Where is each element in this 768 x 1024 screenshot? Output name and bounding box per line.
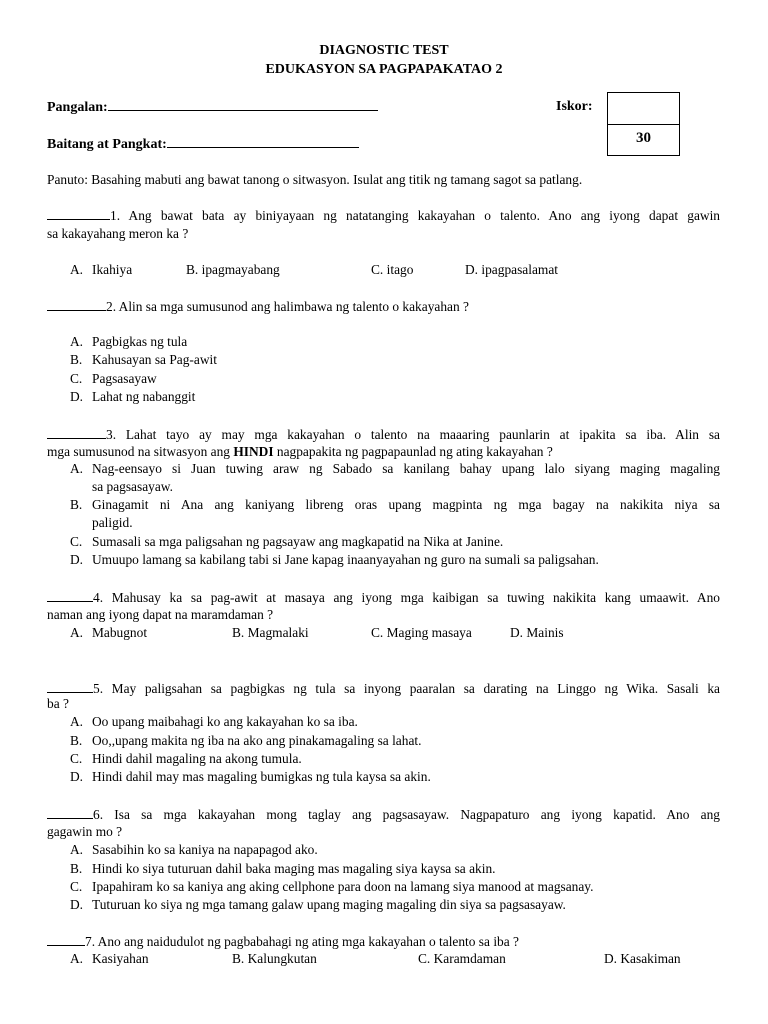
test-title: DIAGNOSTIC TEST [319,43,449,58]
q3-option-c: C. Sumasali sa mga paligsahan ng pagsayaw ang magkapatid na Nika at Janine. [70,534,504,549]
name-label: Pangalan: [47,100,108,115]
question-1-cont: sa kakayahang meron ka ? [47,226,189,241]
question-4-cont: naman ang iyong dapat na maramdaman ? [47,607,274,622]
q1-option-c: C. itago [371,262,414,277]
answer-blank-2[interactable] [47,298,106,311]
q6-option-b: B. Hindi ko siya tuturuan dahil baka maging mas magaling siya kaysa sa akin. [70,861,496,876]
q2-option-a: A. Pagbigkas ng tula [70,334,188,349]
q4-option-c: C. Maging masaya [371,625,472,640]
score-box [607,92,680,156]
question-6-cont: gagawin mo ? [47,824,123,839]
question-6: 6. Isa sa mga kakayahan mong taglay ang pagsasayaw. Nagpapaturo ang iyong kapatid. Ano ang [47,806,720,823]
q3-option-a: A. [70,461,84,476]
answer-blank-7[interactable] [47,933,85,946]
instructions: Panuto: Basahing mabuti ang bawat tanong o sitwasyon. Isulat ang titik ng tamang sagot sa patlang. [47,172,583,187]
q3-option-a-cont: sa pagsasayaw. [92,479,173,494]
q3-option-a-text: Nag-eensayo si Juan tuwing araw ng Sabado sa kanilang bahay upang lalo siyang maging magaling [92,461,720,476]
answer-blank-1[interactable] [47,207,110,220]
score-label: Iskor: [556,99,593,114]
q2-option-b: B. Kahusayan sa Pag-awit [70,352,217,367]
q3-option-b: B. [70,497,83,512]
answer-blank-6[interactable] [47,806,93,819]
q3-option-d: D. Umuupo lamang sa kabilang tabi si Jane kapag inaanyayahan ng guro na sumali sa paligsahan. [70,552,599,567]
q7-option-c: C. Karamdaman [418,951,506,966]
q2-option-d: D. Lahat ng nabanggit [70,389,196,404]
q7-option-a: A. Kasiyahan [70,951,149,966]
answer-blank-3[interactable] [47,426,106,439]
q5-option-b: B. Oo,,upang makita ng iba na ako ang pinakamagaling sa lahat. [70,733,422,748]
q5-option-c: C. Hindi dahil magaling na akong tumula. [70,751,302,766]
q4-option-b: B. Magmalaki [232,625,309,640]
hindi-emphasis: HINDI [233,444,274,459]
q3-option-b-cont: paligid. [92,515,133,530]
q6-option-c: C. Ipapahiram ko sa kaniya ang aking cellphone para doon na lamang siya manood at magsanay. [70,879,594,894]
q1-option-b: B. ipagmayabang [186,262,280,277]
name-field[interactable] [47,98,378,116]
q3-option-b-text: Ginagamit ni Ana ang kaniyang libreng oras upang magpinta ng mga bagay na nakikita niya sa [92,497,720,512]
answer-blank-4[interactable] [47,589,93,602]
q6-option-d: D. Tuturuan ko siya ng mga tamang galaw upang maging magaling din siya sa pagsasayaw. [70,897,566,912]
q7-option-d: D. Kasakiman [604,951,681,966]
score-total: 30 [636,130,651,146]
q7-option-b: B. Kalungkutan [232,951,317,966]
question-1: 1. Ang bawat bata ay biniyayaan ng natatanging kakayahan o talento. Ano ang iyong dapat gawin [47,207,720,224]
q2-option-c: C. Pagsasayaw [70,371,157,386]
subject-title: EDUKASYON SA PAGPAPAKATAO 2 [265,62,503,77]
q1-option-d: D. ipagpasalamat [465,262,558,277]
question-5-cont: ba ? [47,696,69,711]
question-4: 4. Mahusay ka sa pag-awit at masaya ang iyong mga kaibigan sa tuwing nakikita kang umaawit. Ano [47,589,720,606]
q5-option-a: A. Oo upang maibahagi ko ang kakayahan ko sa iba. [70,714,358,729]
question-3-cont: mga sumusunod na sitwasyon ang HINDI nagpapakita ng pagpapaunlad ng ating kakayahan ? [47,444,553,459]
q6-option-a: A. Sasabihin ko sa kaniya na napapagod ako. [70,842,318,857]
q4-option-a: A. Mabugnot [70,625,148,640]
question-2: 2. Alin sa mga sumusunod ang halimbawa ng talento o kakayahan ? [47,298,469,315]
q4-option-d: D. Mainis [510,625,564,640]
grade-section-label: Baitang at Pangkat: [47,137,167,152]
grade-section-blank[interactable] [167,135,359,148]
q1-option-a: A. Ikahiya [70,262,133,277]
question-5: 5. May paligsahan sa pagbigkas ng tula sa inyong paaralan sa darating na Linggo ng Wika. Sasali ka [47,680,720,697]
grade-section-field[interactable] [47,135,359,153]
q5-option-d: D. Hindi dahil may mas magaling bumigkas ng tula kaysa sa akin. [70,769,431,784]
question-3: 3. Lahat tayo ay may mga kakayahan o talento na maaaring paunlarin at ipakita sa iba. Alin sa [47,426,720,443]
question-7: 7. Ano ang naidudulot ng pagbabahagi ng ating mga kakayahan o talento sa iba ? [47,933,519,950]
score-box-divider [608,124,679,125]
name-blank[interactable] [108,98,378,111]
answer-blank-5[interactable] [47,680,93,693]
